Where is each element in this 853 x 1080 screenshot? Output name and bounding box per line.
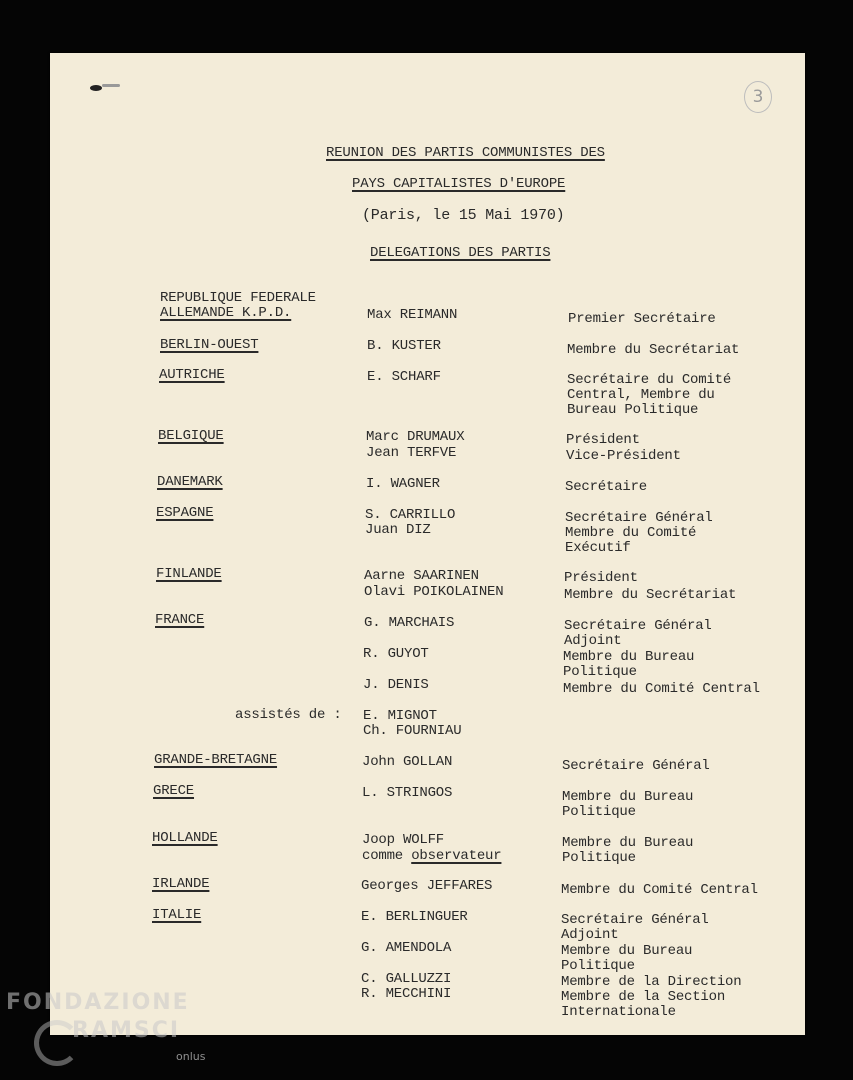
delegate-role: Secrétaire Général xyxy=(564,618,712,634)
delegate-name: Georges JEFFARES xyxy=(361,878,493,894)
ink-blot xyxy=(90,85,102,91)
observer-note-prefix: comme xyxy=(362,848,404,864)
delegate-role: Secrétaire Général xyxy=(562,758,710,774)
delegate-role: Membre du Bureau xyxy=(563,649,695,665)
country-name: IRLANDE xyxy=(152,876,210,892)
country-name: ESPAGNE xyxy=(156,505,214,521)
delegate-role: Membre de la Section xyxy=(561,989,726,1005)
delegate-role: Membre du Bureau xyxy=(562,835,694,851)
watermark-logo xyxy=(4,990,224,1078)
country-name: GRECE xyxy=(153,783,195,799)
delegate-role: Bureau Politique xyxy=(567,402,699,418)
country-name: REPUBLIQUE FEDERALE xyxy=(160,290,316,306)
document-page xyxy=(50,53,805,1035)
delegate-role: Central, Membre du xyxy=(567,387,715,403)
delegate-role: Adjoint xyxy=(564,633,622,649)
country-name: FINLANDE xyxy=(156,566,222,582)
country-name: ITALIE xyxy=(152,907,202,923)
country-name: HOLLANDE xyxy=(152,830,218,846)
delegate-role: Politique xyxy=(563,664,637,680)
delegate-name: Marc DRUMAUX xyxy=(366,429,465,445)
delegate-name: Aarne SAARINEN xyxy=(364,568,479,584)
watermark-line-1: FONDAZIONE xyxy=(6,990,190,1015)
delegate-name: J. DENIS xyxy=(363,677,429,693)
title-line-1: REUNION DES PARTIS COMMUNISTES DES xyxy=(326,145,605,161)
title-line-2: PAYS CAPITALISTES D'EUROPE xyxy=(352,176,566,192)
delegate-role: Président xyxy=(564,570,638,586)
delegate-role: Politique xyxy=(562,850,636,866)
delegate-role: Internationale xyxy=(561,1004,676,1020)
delegate-name: S. CARRILLO xyxy=(365,507,456,523)
delegate-role: Secrétaire xyxy=(565,479,648,495)
delegate-role: Politique xyxy=(562,804,636,820)
assisted-label: assistés de : xyxy=(235,707,342,723)
delegate-role: Membre du Comité xyxy=(565,525,697,541)
delegate-role: Politique xyxy=(561,958,635,974)
delegate-role: Membre du Secrétariat xyxy=(564,587,737,603)
delegate-name: Olavi POIKOLAINEN xyxy=(364,584,504,600)
delegate-role: Membre du Bureau xyxy=(562,789,694,805)
ink-mark xyxy=(102,84,120,87)
page-number: 3 xyxy=(744,81,772,113)
watermark-suffix: onlus xyxy=(176,1050,206,1063)
delegate-role: Président xyxy=(566,432,640,448)
delegate-name: Jean TERFVE xyxy=(366,445,457,461)
observer-note-word: observateur xyxy=(411,848,502,864)
country-name: AUTRICHE xyxy=(159,367,225,383)
country-name: FRANCE xyxy=(155,612,205,628)
delegate-role: Secrétaire Général xyxy=(561,912,709,928)
delegate-name: Joop WOLFF xyxy=(362,832,445,848)
delegate-name: John GOLLAN xyxy=(362,754,453,770)
delegate-name: C. GALLUZZI xyxy=(361,971,452,987)
delegate-name: G. AMENDOLA xyxy=(361,940,452,956)
delegate-role: Exécutif xyxy=(565,540,631,556)
delegate-role: Membre du Secrétariat xyxy=(567,342,740,358)
delegate-role: Membre du Comité Central xyxy=(561,882,758,898)
delegate-name: Max REIMANN xyxy=(367,307,458,323)
delegate-role: Vice-Président xyxy=(566,448,681,464)
delegate-name: Juan DIZ xyxy=(365,522,431,538)
country-name: DANEMARK xyxy=(157,474,223,490)
meeting-date: (Paris, le 15 Mai 1970) xyxy=(362,207,565,224)
delegate-name: R. GUYOT xyxy=(363,646,429,662)
subtitle: DELEGATIONS DES PARTIS xyxy=(370,245,551,261)
delegate-name: E. BERLINGUER xyxy=(361,909,468,925)
delegate-name: G. MARCHAIS xyxy=(364,615,455,631)
delegate-name: I. WAGNER xyxy=(366,476,440,492)
country-name: GRANDE-BRETAGNE xyxy=(154,752,278,768)
delegate-name: E. MIGNOT xyxy=(363,708,437,724)
watermark-line-2: RAMSCI xyxy=(72,1018,181,1043)
country-name: BERLIN-OUEST xyxy=(160,337,259,353)
delegate-role: Membre de la Direction xyxy=(561,974,742,990)
country-name: BELGIQUE xyxy=(158,428,224,444)
delegate-role: Secrétaire Général xyxy=(565,510,713,526)
delegate-role: Membre du Bureau xyxy=(561,943,693,959)
delegate-role: Premier Secrétaire xyxy=(568,311,716,327)
delegate-name: E. SCHARF xyxy=(367,369,441,385)
delegate-name: Ch. FOURNIAU xyxy=(363,723,462,739)
delegate-role: Secrétaire du Comité xyxy=(567,372,732,388)
delegate-role: Membre du Comité Central xyxy=(563,681,760,697)
delegate-role: Adjoint xyxy=(561,927,619,943)
country-name: ALLEMANDE K.P.D. xyxy=(160,305,292,321)
delegate-name: L. STRINGOS xyxy=(362,785,453,801)
observer-note xyxy=(362,849,501,865)
delegate-name: R. MECCHINI xyxy=(361,986,452,1002)
delegate-name: B. KUSTER xyxy=(367,338,441,354)
